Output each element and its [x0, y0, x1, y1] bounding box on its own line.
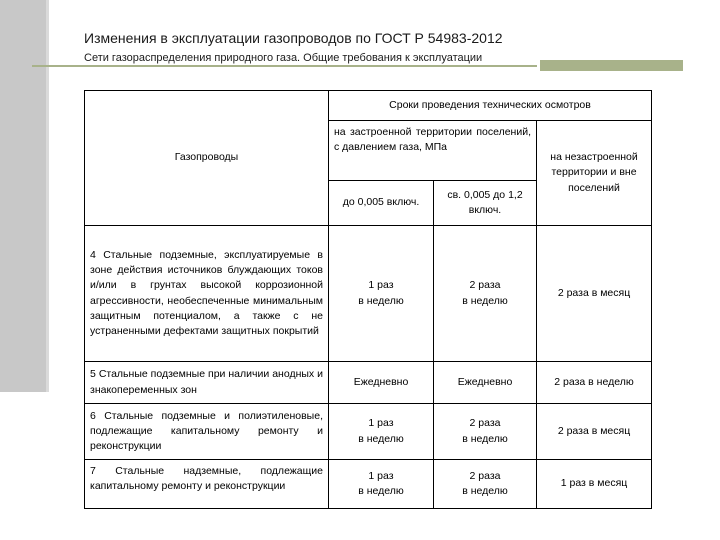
header-pipelines: Газопроводы: [85, 91, 329, 226]
row-label: 4 Стальные подземные, эксплуатируемые в зоне действия источников блуждающих токов и/или в грунтах высокой коррозионной агрессивности, необеспеченные минимальным защитным потенциалом, а также с не устраненными дефектами защитных покрытий: [85, 226, 329, 362]
table-row: [85, 460, 652, 509]
slide-title: Изменения в эксплуатации газопроводов по ГОСТ Р 54983-2012: [84, 30, 503, 46]
row-label: 7 Стальные надземные, подлежащие капитальному ремонту и реконструкции: [85, 460, 329, 509]
cell-low-pressure: Ежедневно: [329, 362, 434, 404]
title-rule: [32, 65, 537, 67]
slide-side-bar-edge: [46, 0, 49, 392]
table-row: [85, 362, 652, 404]
cell-mid-pressure: 2 раза в неделю: [434, 404, 537, 460]
cell-mid-pressure: 2 раза в неделю: [434, 226, 537, 362]
row-label: 5 Стальные подземные при наличии анодных и знакопеременных зон: [85, 362, 329, 404]
cell-mid-pressure: Ежедневно: [434, 362, 537, 404]
inspection-schedule-table: [84, 90, 652, 509]
cell-low-pressure: 1 раз в неделю: [329, 226, 434, 362]
header-inspection-terms: Сроки проведения технических осмотров: [329, 91, 652, 121]
slide-side-bar: [0, 0, 46, 392]
row-label: 6 Стальные подземные и полиэтиленовые, подлежащие капитальному ремонту и реконструкции: [85, 404, 329, 460]
header-pressure-low: до 0,005 включ.: [329, 181, 434, 226]
cell-undeveloped: 2 раза в неделю: [537, 362, 652, 404]
header-undeveloped-territory: на незастроенной территории и вне поселений: [537, 121, 652, 226]
table-row: [85, 226, 652, 362]
cell-undeveloped: 2 раза в месяц: [537, 404, 652, 460]
cell-low-pressure: 1 раз в неделю: [329, 460, 434, 509]
cell-mid-pressure: 2 раза в неделю: [434, 460, 537, 509]
header-pressure-mid: св. 0,005 до 1,2 включ.: [434, 181, 537, 226]
cell-undeveloped: 2 раза в месяц: [537, 226, 652, 362]
slide-subtitle: Сети газораспределения природного газа. Общие требования к эксплуатации: [84, 52, 483, 64]
table-row: [85, 404, 652, 460]
title-rule-block: [540, 60, 683, 71]
header-built-up-territory: на застроенной территории поселений, с давлением газа, МПа: [329, 121, 537, 181]
cell-low-pressure: 1 раз в неделю: [329, 404, 434, 460]
cell-undeveloped: 1 раз в месяц: [537, 460, 652, 509]
